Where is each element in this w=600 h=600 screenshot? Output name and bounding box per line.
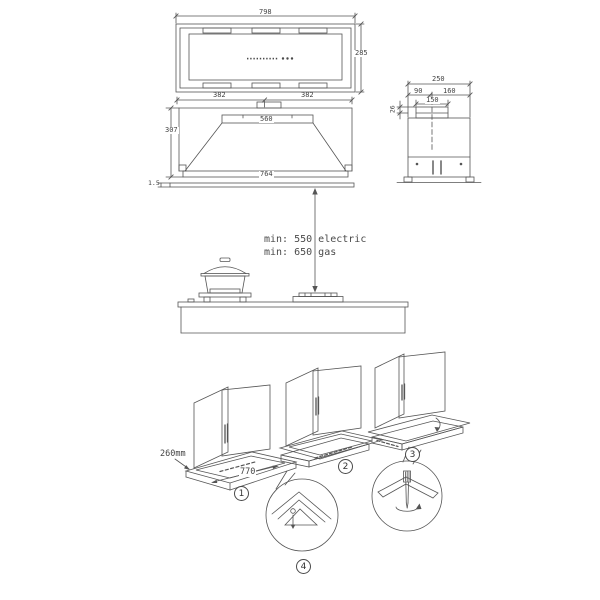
dim-label-top-width: 560 [260,114,273,123]
step-4-badge: 4 [296,559,311,574]
dim-label-plan-depth: 285 [355,49,368,57]
screwdriver-icon [404,471,411,508]
dim-label-side-depth: 250 [432,75,445,83]
dim-label-height: 307 [165,126,178,134]
burner-icon [293,293,343,302]
front-view-drawing [158,97,354,187]
dim-label-cabinet-depth: 260mm [160,449,186,459]
step-1-badge: 1 [234,486,249,501]
control-panel-leds-icon [247,57,293,59]
detail-screw-view [266,471,338,551]
dim-label-plan-width: 798 [259,8,272,16]
install-step-2-cabinet [280,366,382,467]
install-step-3-cabinet [368,352,470,450]
clearance-gas-label: min: 650 gas [264,247,337,258]
clearance-electric-label: min: 550 electric [264,234,367,245]
step-2-badge: 2 [338,459,353,474]
dim-label-bottom-width: 764 [260,169,273,178]
dim-label-left-half: 382 [213,91,226,99]
dim-label-duct-width: 150 [426,95,439,104]
dim-label-opening-width: 770 [240,467,256,477]
cooktop-drawing [178,258,408,333]
plan-view-drawing [174,13,364,94]
dim-label-front-seg: 90 [414,86,423,95]
cooking-pot-icon [199,258,251,302]
dim-label-flange: 26 [388,105,397,114]
screw-icon [291,509,296,529]
dim-label-rear-seg: 160 [443,86,456,95]
install-step-1-cabinet [175,385,296,490]
step-3-badge: 3 [405,447,420,462]
hood-latched-icon [372,421,463,450]
dim-label-gap: 1.5 [148,179,160,187]
dim-label-right-half: 382 [301,91,314,99]
